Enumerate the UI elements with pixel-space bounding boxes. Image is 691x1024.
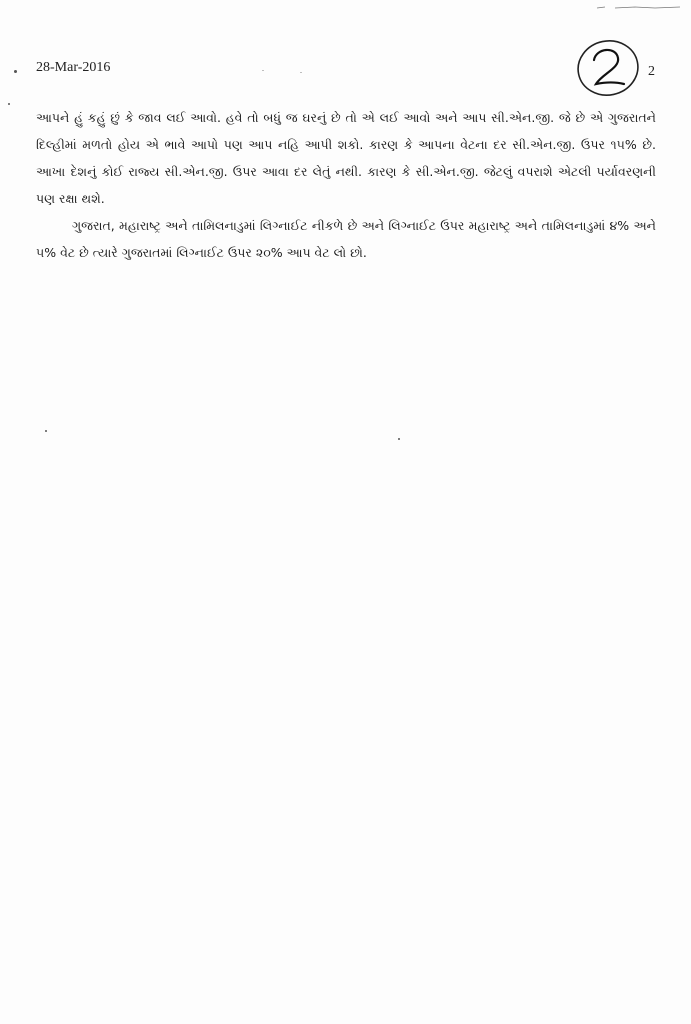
document-body <box>36 104 656 266</box>
handwritten-page-mark <box>572 34 644 100</box>
scan-speck <box>398 438 400 440</box>
scan-speck <box>300 72 302 73</box>
body-paragraph: આપને હું કહું છું કે જાવ લઈ આવો. હવે તો બધું જ ઘરનું છે તો એ લઈ આવો અને આપ સી.એન.જી. જે છે એ ગુજરાતને દિલ્હીમાં મળતો હોય એ ભાવે આપો પણ આપ નહિ આપી શકો. કારણ કે આપના વેટના દર સી.એન.જી. ઉપર ૧૫% છે. આખા દેશનું કોઈ રાજ્ય સી.એન.જી. ઉપર આવા દર લેતું નથી. કારણ કે સી.એન.જી. જેટલું વપરાશે એટલી પર્યાવરણની પણ રક્ષા થશે. <box>36 110 656 206</box>
document-date: 28-Mar-2016 <box>36 60 111 75</box>
page-number: 2 <box>648 64 655 79</box>
body-paragraph: ગુજરાત, મહારાષ્ટ્ર અને તામિલનાડુમાં લિગ્નાઈટ નીકળે છે અને લિગ્નાઈટ ઉપર મહારાષ્ટ્ર અને તામિલનાડુમાં ૪% અને ૫% વેટ છે ત્યારે ગુજરાતમાં લિગ્નાઈટ ઉપર ૨૦% આપ વેટ લો છો. <box>36 218 656 260</box>
scan-speck <box>14 70 17 73</box>
scan-speck <box>45 430 47 432</box>
scan-artifact-scribble <box>595 2 685 12</box>
scan-speck <box>262 70 264 71</box>
scan-speck <box>8 103 10 105</box>
